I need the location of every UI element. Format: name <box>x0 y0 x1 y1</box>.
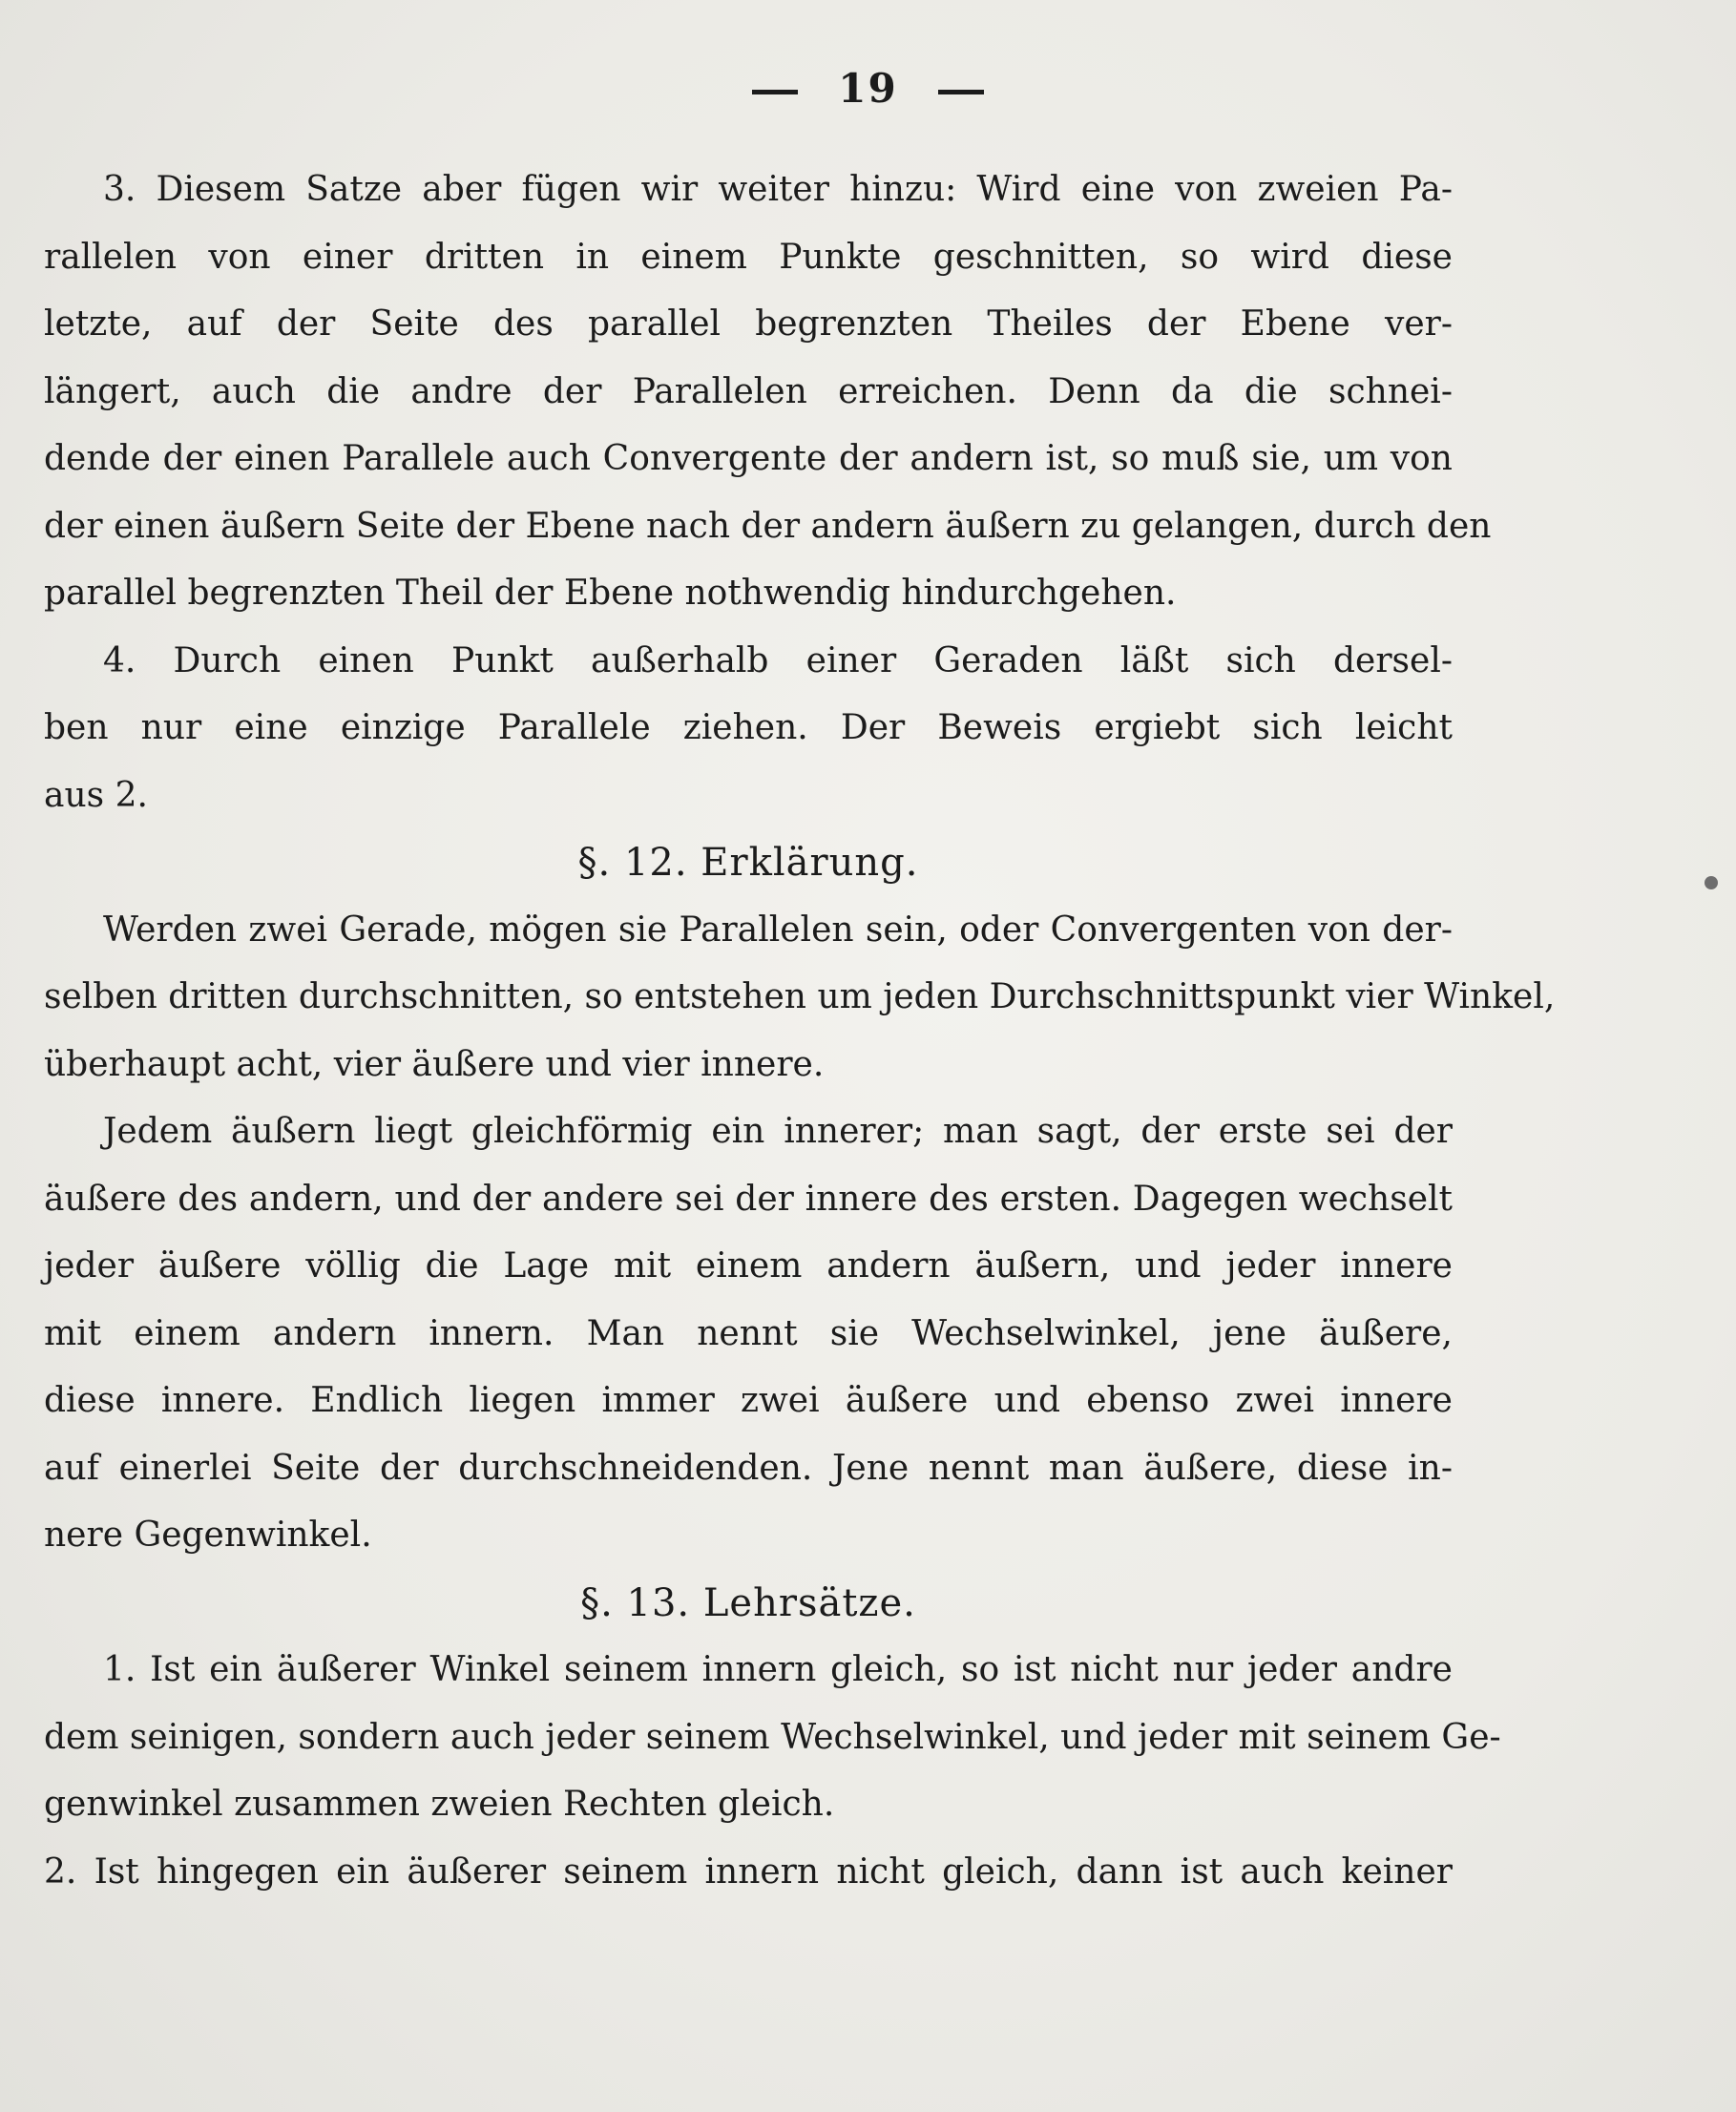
text-line: der einen äußern Seite der Ebene nach der andern äußern zu gelangen, durch den <box>44 506 1492 546</box>
section-heading-13: §. 13. Lehrsätze. <box>580 1580 916 1625</box>
paper-speck <box>1705 876 1718 889</box>
text-line: mit einem andern innern. Man nennt sie Wechselwinkel, jene äußere, <box>44 1313 1453 1353</box>
text-line: letzte, auf der Seite des parallel begrenzten Theiles der Ebene ver- <box>44 304 1453 344</box>
page-header <box>0 65 1736 112</box>
text-line: selben dritten durchschnitten, so entstehen um jeden Durchschnittspunkt vier Winkel, <box>44 977 1556 1016</box>
text-line: 3. Diesem Satze aber fügen wir weiter hinzu: Wird eine von zweien Pa- <box>103 170 1453 209</box>
body-text <box>44 157 1556 1906</box>
text-line: diese innere. Endlich liegen immer zwei äußere und ebenso zwei innere <box>44 1381 1453 1420</box>
text-line: rallelen von einer dritten in einem Punkte geschnitten, so wird diese <box>44 237 1453 277</box>
header-dash-left <box>752 90 798 94</box>
text-line: 1. Ist ein äußerer Winkel seinem innern gleich, so ist nicht nur jeder andre <box>103 1650 1453 1689</box>
text-line: genwinkel zusammen zweien Rechten gleich. <box>44 1785 835 1824</box>
text-line: aus 2. <box>44 775 148 815</box>
text-line: parallel begrenzten Theil der Ebene nothwendig hindurchgehen. <box>44 574 1177 613</box>
text-line: Jedem äußern liegt gleichförmig ein innerer; man sagt, der erste sei der <box>103 1112 1453 1151</box>
page-number: 19 <box>838 65 898 112</box>
text-line: nere Gegenwinkel. <box>44 1516 372 1555</box>
text-line: ben nur eine einzige Parallele ziehen. Der Beweis ergiebt sich leicht <box>44 708 1453 747</box>
text-line: jeder äußere völlig die Lage mit einem andern äußern, und jeder innere <box>44 1246 1453 1286</box>
header-dash-right <box>938 90 984 94</box>
text-line: längert, auch die andre der Parallelen erreichen. Denn da die schnei- <box>44 371 1453 411</box>
text-line: dende der einen Parallele auch Convergente der andern ist, so muß sie, um von <box>44 439 1453 478</box>
text-line: 4. Durch einen Punkt außerhalb einer Geraden läßt sich dersel- <box>103 640 1453 680</box>
text-line: 2. Ist hingegen ein äußerer seinem innern nicht gleich, dann ist auch keiner <box>44 1851 1453 1892</box>
text-line: dem seinigen, sondern auch jeder seinem Wechselwinkel, und jeder mit seinem Ge- <box>44 1717 1501 1757</box>
section-heading-12: §. 12. Erklärung. <box>577 841 919 885</box>
text-line: äußere des andern, und der andere sei der innere des ersten. Dagegen wechselt <box>44 1179 1453 1219</box>
text-line: überhaupt acht, vier äußere und vier innere. <box>44 1044 825 1084</box>
text-line: Werden zwei Gerade, mögen sie Parallelen sein, oder Convergenten von der- <box>103 910 1453 950</box>
text-line: auf einerlei Seite der durchschneidenden. Jene nennt man äußere, diese in- <box>44 1448 1453 1488</box>
